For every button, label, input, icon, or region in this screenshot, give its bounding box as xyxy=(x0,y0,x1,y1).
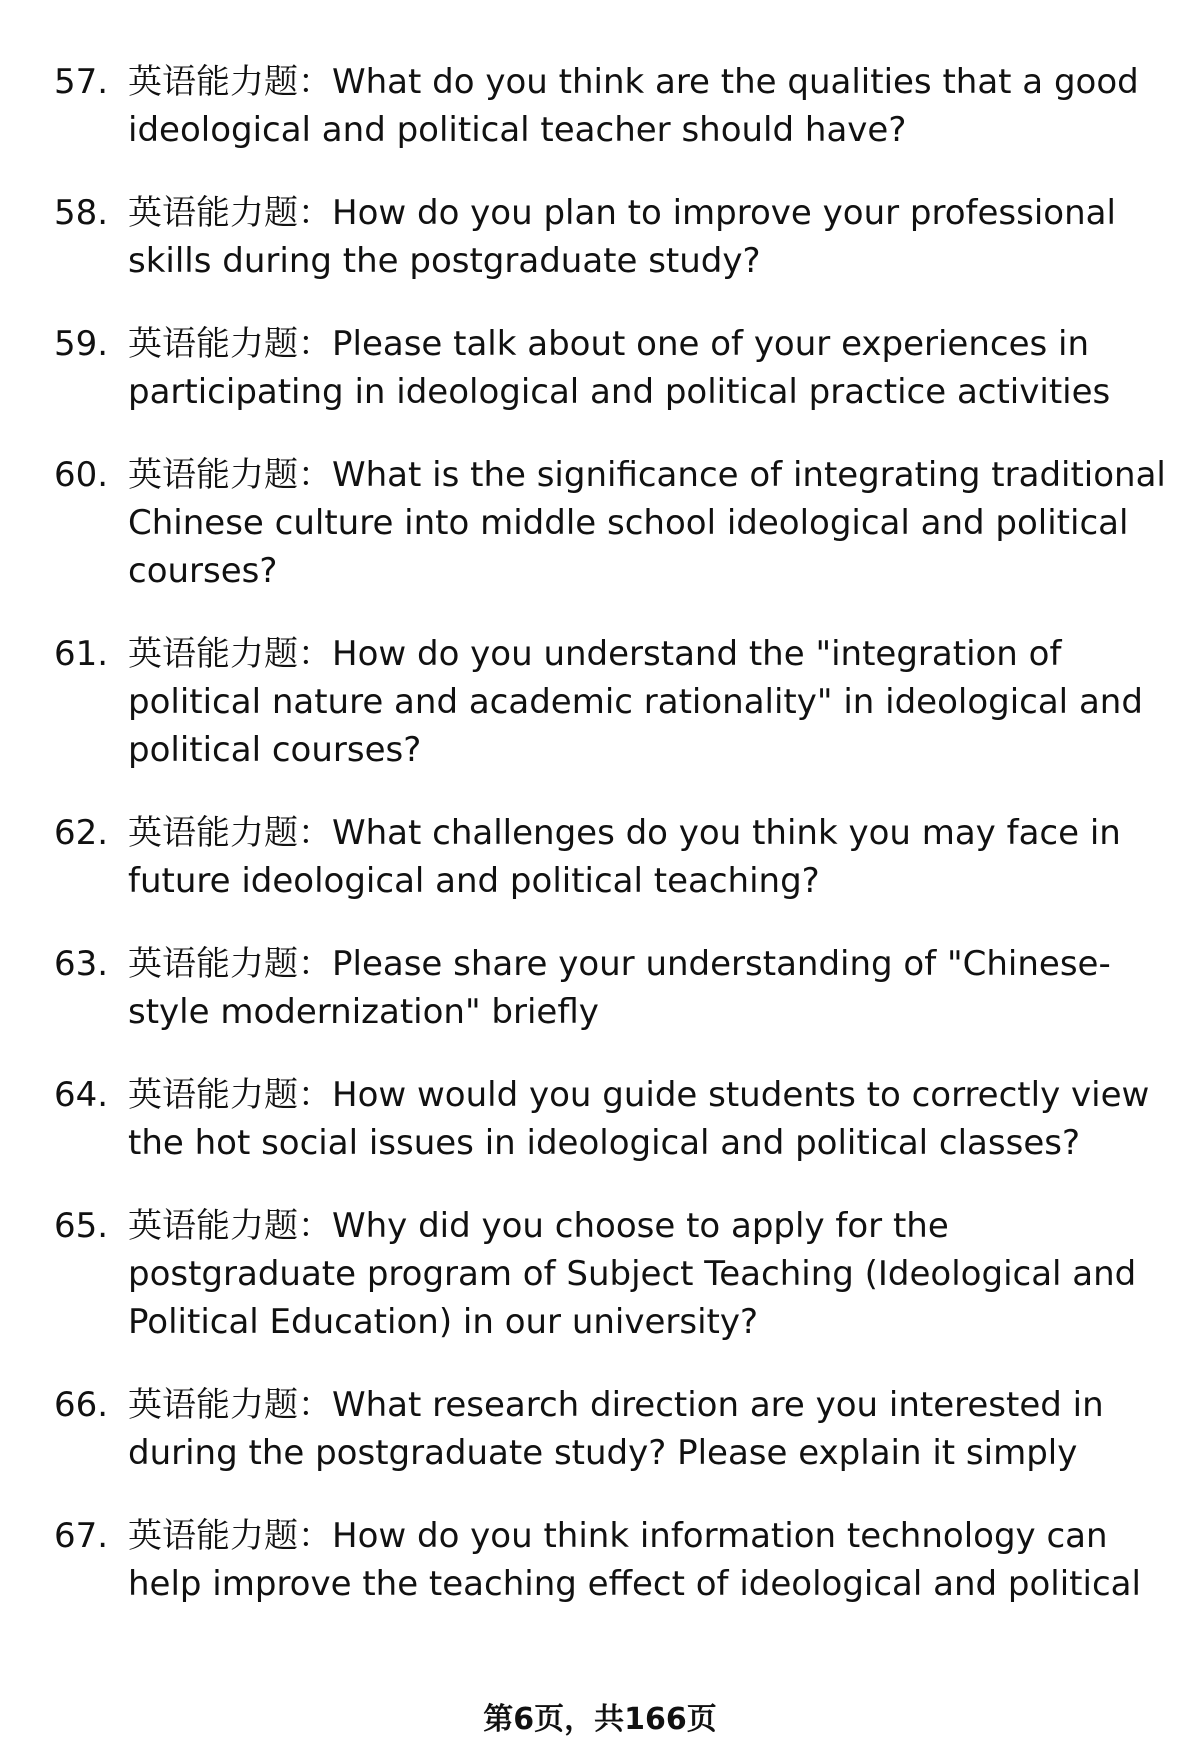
question-tag: 英语能力题： xyxy=(128,62,332,102)
question-number: 57. xyxy=(54,62,109,102)
question-text: What research direction are you interested in during the postgraduate study? Please explain it simply xyxy=(128,1385,1104,1473)
question-list xyxy=(0,58,1200,1643)
question-item xyxy=(0,630,1200,774)
question-tag: 英语能力题： xyxy=(128,1385,332,1425)
question-tag: 英语能力题： xyxy=(128,193,332,233)
question-item xyxy=(0,1512,1200,1608)
question-item xyxy=(0,451,1200,595)
question-tag: 英语能力题： xyxy=(128,1206,332,1246)
question-item xyxy=(0,189,1200,285)
question-item xyxy=(0,1071,1200,1167)
question-text: Why did you choose to apply for the postgraduate program of Subject Teaching (Ideological and Political Education) in our university? xyxy=(128,1206,1137,1342)
question-text: What do you think are the qualities that a good ideological and political teacher should have? xyxy=(128,62,1139,150)
question-tag: 英语能力题： xyxy=(128,944,332,984)
question-text: What is the significance of integrating traditional Chinese culture into middle school ideological and political courses? xyxy=(128,455,1166,591)
question-text: Please share your understanding of "Chinese-style modernization" briefly xyxy=(128,944,1111,1032)
question-number: 65. xyxy=(54,1206,109,1246)
question-tag: 英语能力题： xyxy=(128,813,332,853)
question-tag: 英语能力题： xyxy=(128,1075,332,1115)
question-item xyxy=(0,940,1200,1036)
question-item xyxy=(0,1381,1200,1477)
question-number: 64. xyxy=(54,1075,109,1115)
question-tag: 英语能力题： xyxy=(128,1516,332,1556)
question-item xyxy=(0,809,1200,905)
question-number: 58. xyxy=(54,193,109,233)
question-text: How do you understand the "integration of political nature and academic rationality" in ideological and political courses? xyxy=(128,634,1143,770)
question-text: How do you think information technology can help improve the teaching effect of ideological and political xyxy=(128,1516,1141,1604)
question-number: 67. xyxy=(54,1516,109,1556)
question-tag: 英语能力题： xyxy=(128,455,332,495)
question-item xyxy=(0,320,1200,416)
page-footer: 第6页，共166页 xyxy=(483,1702,717,1737)
question-tag: 英语能力题： xyxy=(128,634,332,674)
question-item xyxy=(0,58,1200,154)
question-text: Please talk about one of your experiences in participating in ideological and political practice activities xyxy=(128,324,1111,412)
question-number: 59. xyxy=(54,324,109,364)
question-text: How do you plan to improve your professional skills during the postgraduate study? xyxy=(128,193,1116,281)
question-item xyxy=(0,1202,1200,1346)
question-number: 60. xyxy=(54,455,109,495)
question-number: 63. xyxy=(54,944,109,984)
question-text: How would you guide students to correctly view the hot social issues in ideological and political classes? xyxy=(128,1075,1150,1163)
question-text: What challenges do you think you may face in future ideological and political teaching? xyxy=(128,813,1121,901)
question-number: 66. xyxy=(54,1385,109,1425)
question-number: 62. xyxy=(54,813,109,853)
question-number: 61. xyxy=(54,634,109,674)
question-tag: 英语能力题： xyxy=(128,324,332,364)
